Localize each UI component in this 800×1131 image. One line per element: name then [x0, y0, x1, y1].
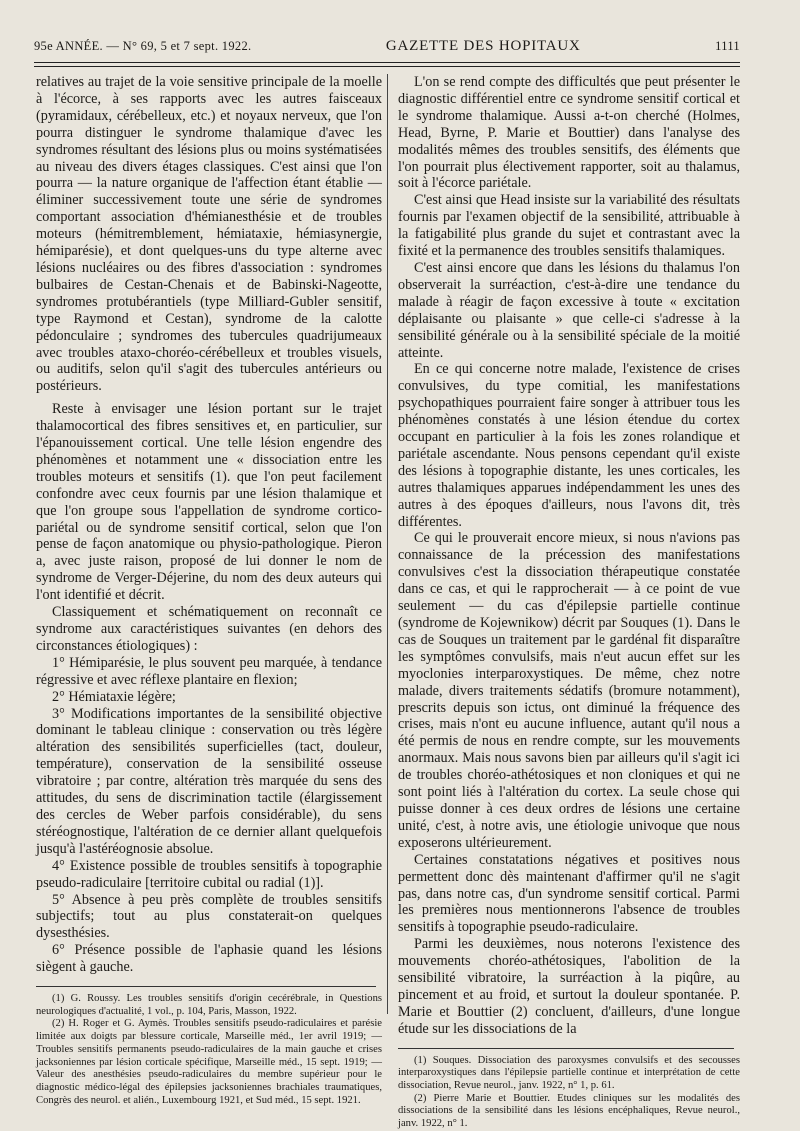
paragraph: En ce qui concerne notre malade, l'existence de crises convulsives, du type comitial, les manifestations psychopathiques pourraient faire songer à attribuer tous les phénomènes constatés à une lésion étendue du cortex occupant en particulier à la fois les zones rolandique et pariétale ascendante. Nous pensons cependant qu'il existe des lésions à topographie distante, les unes corticales, les autres thalamiques apparues indépendamment les unes des autres à des époques d'ailleurs, nous l'avons dit, très différentes.: [398, 361, 740, 530]
paragraph: C'est ainsi encore que dans les lésions du thalamus l'on observerait la surréaction, c'est-à-dire une tendance du malade à réagir de façon excessive à toute « excitation déplaisante ou plaisante » que celle-ci s'adresse à la sensibilité générale ou à la sensibilité spéciale de la moitié atteinte.: [398, 259, 740, 361]
footnote: (2) Pierre Marie et Bouttier. Etudes cliniques sur les modalités des dissociations de la sensibilité dans les lésions encéphaliques, Revue neurol., janv. 1922, n° 1.: [398, 1092, 740, 1130]
paragraph: Classiquement et schématiquement on reconnaît ce syndrome aux caractéristiques suivantes (en dehors des circonstances étiologiques) :: [36, 604, 382, 654]
column-divider: [387, 74, 388, 1014]
footnote: (1) G. Roussy. Les troubles sensitifs d'origin cecérébrale, in Questions neurologiques d'actualité, 1 vol., p. 104, Paris, Masson, 1922.: [36, 993, 382, 1017]
list-item: 1° Hémiparésie, le plus souvent peu marquée, à tendance régressive et avec réflexe plantaire en flexion;: [36, 654, 382, 688]
page-header: [34, 38, 740, 58]
issue-info: 95e ANNÉE. — N° 69, 5 et 7 sept. 1922.: [34, 39, 252, 53]
paragraph: Certaines constatations négatives et positives nous permettent donc dès maintenant d'affirmer qu'il ne s'agit pas, dans notre cas, d'un syndrome sensitif cortical. Parmi les premières nous mentionnerons l'absence de troubles sensitifs à topographie pseudo-radiculaire.: [398, 851, 740, 936]
paragraph: C'est ainsi que Head insiste sur la variabilité des résultats fournis par l'examen objectif de la sensibilité, attribuable à la fatigabilité plus grande du sujet et contrastant avec la fixité et la permanence des troubles sensitifs thalamiques.: [398, 192, 740, 260]
list-item: 5° Absence à peu près complète de troubles sensitifs subjectifs; tout au plus constaterait-on quelques dysesthésies.: [36, 891, 382, 942]
journal-title: GAZETTE DES HOPITAUX: [385, 38, 581, 54]
paragraph: relatives au trajet de la voie sensitive principale de la moelle à l'écorce, à ses rapports avec les autres faisceaux (pyramidaux, cérébelleux, etc.) et noyaux nerveux, que l'on pourra distinguer le syndrome thalamique d'avec les syndromes résultant des lésions plus ou moins systématisées au niveau des divers étages classiques. C'est ainsi que l'on pourra — la nature organique de l'affection étant établie — éliminer successivement toute une série de syndromes comportant association d'hémianesthésie et de troubles moteurs (hémitremblement, hémiataxie, hémiasynergie, hémiparésie), et dont quelques-uns du type alterne avec lésions nucléaires ou des fibres d'association : syndromes bulbaires de Cestan-Chenais et de Babinski-Nageotte, syndromes protubérantiels (type Milliard-Gubler sensitif, type Raymond et Cestan), syndrome de la calotte pédonculaire ; syndromes des tubercules quadrijumeaux avec troubles ataxo-choréo-cérébelleux et troubles visuels, ou auditifs, selon qu'il s'agit des tubercules antérieurs ou postérieurs.: [36, 74, 382, 395]
header-rule-thin: [34, 66, 740, 67]
header-rule-thick: [34, 62, 740, 63]
paragraph: Parmi les deuxièmes, nous noterons l'existence des mouvements choréo-athétosiques, l'abolition de la sensibilité vibratoire, la surréaction à la piqûre, au pincement et au froid, et surtout la douleur spontanée. P. Marie et Bouttier (2) concluent, d'ailleurs, d'une longue étude sur les dissociations de la: [398, 936, 740, 1037]
list-item: 2° Hémiataxie légère;: [52, 688, 176, 705]
paragraph: Ce qui le prouverait encore mieux, si nous n'avions pas connaissance de la précession des manifestations convulsives c'est la dissociation thérapeutique constatée dans ce cas, et qui le rapprocherait — à ce point de vue seulement — du cas d'épilepsie partielle continue (syndrome de Kojewnikow) décrit par Souques (1). Dans le cas de Souques un traitement par le gardénal fit disparaître les symptômes convulsifs, mais n'eut aucun effet sur les myoclonies interparoxystiques. De même, chez notre malade, divers traitements sédatifs (bromure notamment), prescrits depuis son ictus, ont diminué la fréquence des crises, mais n'ont eu aucune influence, autant qu'il nous a été permis de nous en rendre compte, sur les mouvements anormaux. Mais nous savons bien par ailleurs qu'il s'agit ici de troubles choréo-athétosiques et non cloniques et qui ne sont point liés à l'altération du cortex. La seule chose qui puisse donner à ces deux ordres de lésions une certaine unité, c'est, à notre avis, une étiologie univoque que nous exposerons ultérieurement.: [398, 530, 740, 851]
list-item: 3° Modifications importantes de la sensibilité objective dominant le tableau clinique : conservation ou très légère altération des sensibilités superficielles (tact, douleur, température), conservation de la sensibilité osseuse vibratoire ; par contre, altération très marquée du sens des attitudes, du sens de discrimination tactile (élargissement des cercles de Weber parfois considérable), du sens stéréognostique, l'altération de ce dernier allant quelquefois jusqu'à l'astéréognosie absolue.: [36, 705, 382, 857]
footnote: (2) H. Roger et G. Aymès. Troubles sensitifs pseudo-radiculaires et parésie limitée aux doigts par blessure corticale, Marseille méd., 1er avril 1919; — Troubles sensitifs permanents pseudo-radiculaires de la main gauche et crises jacksoniennes par lésion corticale spécifique, Marseille méd., 15 sept. 1919; — Valeur des anesthésies pseudo-radiculaires du membre supérieur pour le diagnostic médico-légal des épilepsies jacksoniennes brachiales traumatiques, Congrès des neurol. et alién., Luxembourg 1921, et Sud méd., 15 sept. 1921.: [36, 1018, 382, 1106]
left-column: [36, 74, 382, 1107]
paragraph: L'on se rend compte des difficultés que peut présenter le diagnostic différentiel entre ce syndrome sensitif cortical et le syndrome thalamique. Aussi a-t-on cherché (Holmes, Head, Byrne, P. Marie et Bouttier) dans l'analyse des modalités mêmes des troubles sensitifs, des éléments que l'on pourrait plus électivement rapporter, soit au thalamus, soit à l'écorce pariétale.: [398, 74, 740, 192]
footnote: (1) Souques. Dissociation des paroxysmes convulsifs et des secousses interparoxystiques dans l'épilepsie partielle continue et interprétation de cette dissociation, Revue neurol., janv. 1922, n° 1, p. 61.: [398, 1054, 740, 1092]
list-item: 6° Présence possible de l'aphasie quand les lésions siègent à gauche.: [36, 942, 382, 976]
paragraph: Reste à envisager une lésion portant sur le trajet thalamocortical des fibres sensitives et, en particulier, sur l'épanouissement cortical. Une telle lésion engendre des phénomènes et notamment une « dissociation entre les troubles moteurs et sensitifs (1). que l'on peut facilement confondre avec ceux fournis par une lésion thalamique et que l'on groupe sous l'appellation de syndrome cortico-pariétal ou de syndrome sensitif cortical, selon que l'on pense de façon anatomique ou physio-pathologique. Pieron a, avec juste raison, proposé de lui donner le nom de syndrome de Verger-Déjerine, du nom des deux auteurs qui l'ont identifié et décrit.: [36, 401, 382, 604]
footnote-rule: [398, 1048, 734, 1049]
list-item: 4° Existence possible de troubles sensitifs à topographie pseudo-radiculaire [territoire cubital ou radial (1)].: [36, 857, 382, 891]
footnote-rule: [36, 986, 376, 987]
page-number: 1111: [715, 39, 740, 53]
right-column: [398, 74, 740, 1131]
